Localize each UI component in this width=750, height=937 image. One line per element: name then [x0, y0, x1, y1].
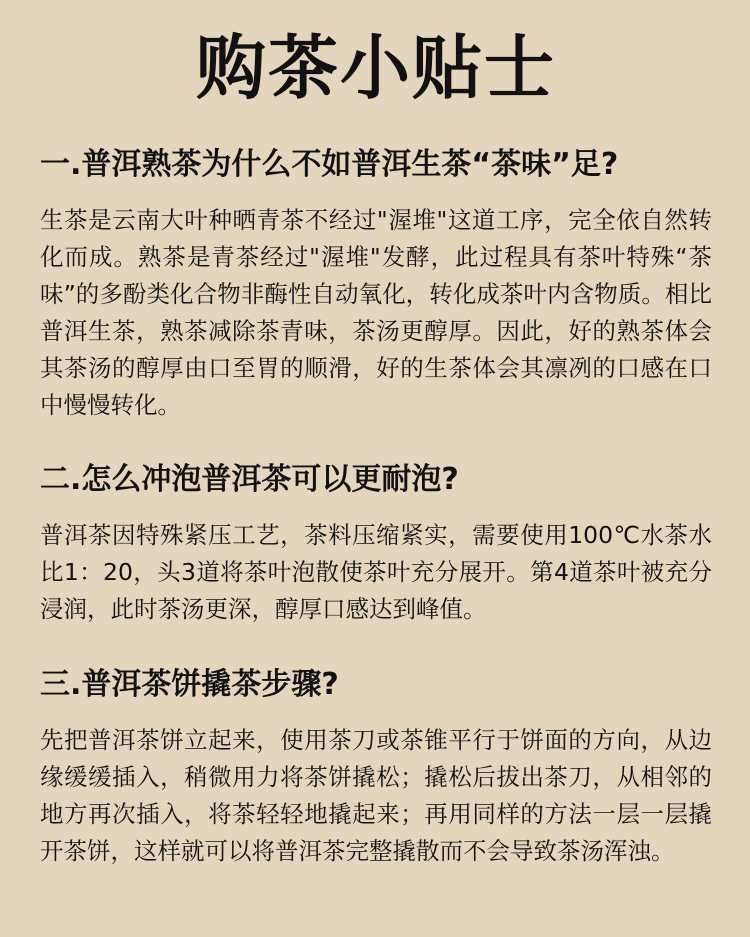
tip-body-1: 生茶是云南大叶种晒青茶不经过"渥堆"这道工序，完全依自然转化而成。熟茶是青茶经过"渥堆"发酵，此过程具有茶叶特殊“茶味”的多酚类化合物非酶性自动氧化，转化成茶叶内含物质。相比普洱生茶，熟茶减除茶青味，茶汤更醇厚。因此，好的熟茶体会其茶汤的醇厚由口至胃的顺滑，好的生茶体会其凛冽的口感在口中慢慢转化。	[40, 206, 712, 419]
tip-section-3	[40, 664, 712, 870]
tip-heading-3: 三.普洱茶饼撬茶步骤?	[40, 667, 339, 702]
tip-section-1	[40, 144, 712, 424]
tip-section-2	[40, 459, 712, 628]
page-title: 购茶小贴士	[196, 27, 556, 109]
tip-body-2: 普洱茶因特殊紧压工艺，茶料压缩紧实，需要使用100℃水茶水比1：20，头3道将茶叶泡散使茶叶充分展开。第4道茶叶被充分浸润，此时茶汤更深，醇厚口感达到峰值。	[40, 521, 712, 623]
tip-heading-2: 二.怎么冲泡普洱茶可以更耐泡?	[40, 462, 459, 497]
tip-body-3: 先把普洱茶饼立起来，使用茶刀或茶锥平行于饼面的方向，从边缘缓缓插入，稍微用力将茶饼撬松；撬松后拔出茶刀，从相邻的地方再次插入，将茶轻轻地撬起来；再用同样的方法一层一层撬开茶饼，这样就可以将普洱茶完整撬散而不会导致茶汤浑浊。	[40, 726, 712, 865]
tip-heading-1: 一.普洱熟茶为什么不如普洱生茶“茶味”足?	[40, 147, 619, 182]
